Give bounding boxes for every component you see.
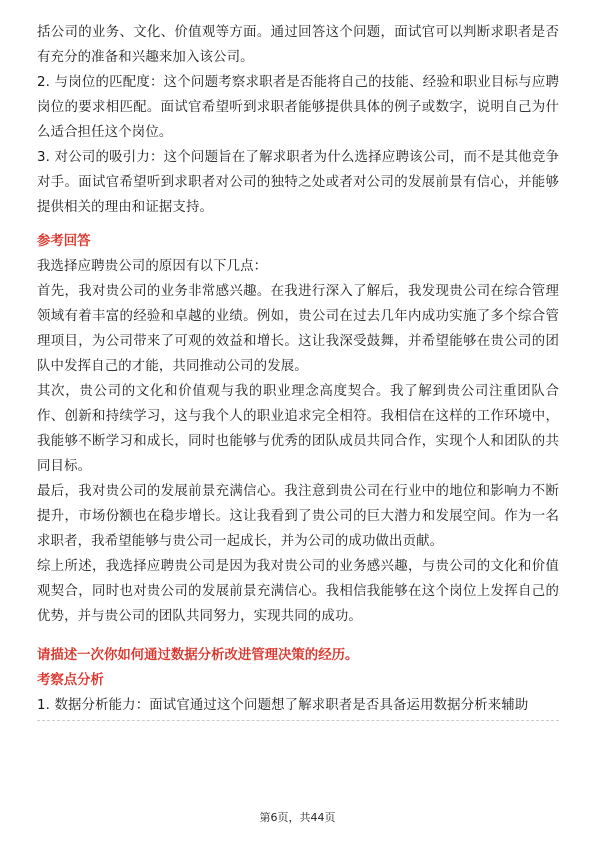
paragraph: 其次，贵公司的文化和价值观与我的职业理念高度契合。我了解到贵公司注重团队合作、创新和持续学习，这与我个人的职业追求完全相符。我相信在这样的工作环境中，我能够不断学习和成长，同时也能够与优秀的团队成员共同合作，实现个人和团队的共同目标。 bbox=[37, 384, 559, 474]
paragraph: 3. 对公司的吸引力：这个问题旨在了解求职者为什么选择应聘该公司，而不是其他竞争对手。面试官希望听到求职者对公司的独特之处或者对公司的发展前景有信心，并能够提供相关的理由和证据支持。 bbox=[37, 150, 559, 215]
page-number: 第6页，共44页 bbox=[259, 811, 336, 824]
paragraph: 括公司的业务、文化、价值观等方面。通过回答这个问题，面试官可以判断求职者是否有充分的准备和兴趣来加入该公司。 bbox=[37, 25, 559, 65]
answer-heading: 参考回答 bbox=[37, 234, 91, 249]
document-body bbox=[37, 20, 559, 718]
paragraph: 我选择应聘贵公司的原因有以下几点： bbox=[37, 259, 268, 274]
paragraph: 首先，我对贵公司的业务非常感兴趣。在我进行深入了解后，我发现贵公司在综合管理领域有着丰富的经验和卓越的业绩。例如，贵公司在过去几年内成功实施了多个综合管理项目，为公司带来了可观的效益和增长。这让我深受鼓舞，并希望能够在贵公司的团队中发挥自己的才能，共同推动公司的发展。 bbox=[37, 284, 559, 374]
section-divider bbox=[37, 720, 559, 721]
analysis-heading: 考察点分析 bbox=[37, 673, 104, 688]
question-heading: 请描述一次你如何通过数据分析改进管理决策的经历。 bbox=[37, 648, 359, 663]
paragraph: 综上所述，我选择应聘贵公司是因为我对贵公司的业务感兴趣，与贵公司的文化和价值观契合，同时也对贵公司的发展前景充满信心。我相信我能够在这个岗位上发挥自己的优势，并与贵公司的团队共同努力，实现共同的成功。 bbox=[37, 559, 559, 624]
paragraph: 2. 与岗位的匹配度：这个问题考察求职者是否能将自己的技能、经验和职业目标与应聘岗位的要求相匹配。面试官希望听到求职者能够提供具体的例子或数字，说明自己为什么适合担任这个岗位。 bbox=[37, 75, 559, 140]
paragraph: 1. 数据分析能力：面试官通过这个问题想了解求职者是否具备运用数据分析来辅助 bbox=[37, 698, 529, 713]
paragraph: 最后，我对贵公司的发展前景充满信心。我注意到贵公司在行业中的地位和影响力不断提升，市场份额也在稳步增长。这让我看到了贵公司的巨大潜力和发展空间。作为一名求职者，我希望能够与贵公司一起成长，并为公司的成功做出贡献。 bbox=[37, 484, 559, 549]
